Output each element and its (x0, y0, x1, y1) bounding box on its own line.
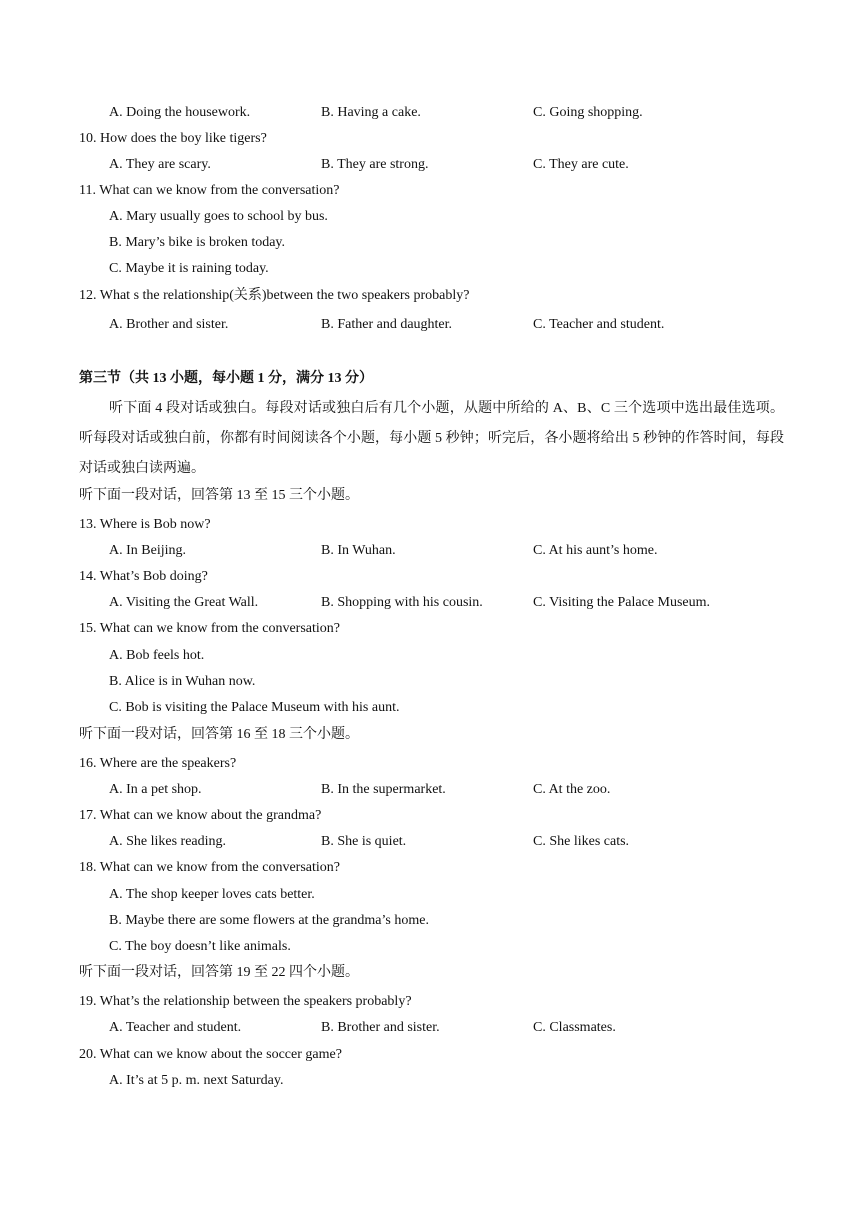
q15-option-b: B. Alice is in Wuhan now. (109, 674, 256, 689)
q14-option-a: A. Visiting the Great Wall. (109, 595, 259, 610)
section-instructions: 听下面 4 段对话或独白。每段对话或独白后有几个小题，从题中所给的 A、B、C 三个选项中选出最佳选项。听每段对话或独白前，你都有时间阅读各个小题，每小题 5 秒钟；听完后，各小题将给出 5 秒钟的作答时间，每段对话或独白读两遍。 (79, 401, 784, 476)
question-13: 13. Where is Bob now? (79, 517, 211, 532)
q11-option-a: A. Mary usually goes to school by bus. (109, 209, 328, 224)
q13-option-b: B. In Wuhan. (321, 543, 396, 558)
q18-option-b: B. Maybe there are some flowers at the grandma’s home. (109, 913, 429, 928)
q11-option-b: B. Mary’s bike is broken today. (109, 235, 286, 250)
question-11: 11. What can we know from the conversation? (79, 183, 340, 198)
q15-option-c: C. Bob is visiting the Palace Museum with his aunt. (109, 700, 400, 715)
dialog-intro-2: 听下面一段对话，回答第 16 至 18 三个小题。 (79, 727, 359, 742)
q19-option-b: B. Brother and sister. (321, 1020, 440, 1035)
question-10: 10. How does the boy like tigers? (79, 131, 267, 146)
q14-option-b: B. Shopping with his cousin. (321, 595, 483, 610)
q10-option-b: B. They are strong. (321, 157, 429, 172)
question-20: 20. What can we know about the soccer game? (79, 1047, 342, 1062)
q19-option-c: C. Classmates. (533, 1020, 616, 1035)
q16-option-c: C. At the zoo. (533, 782, 611, 797)
q16-option-b: B. In the supermarket. (321, 782, 446, 797)
dialog-intro-3: 听下面一段对话，回答第 19 至 22 四个小题。 (79, 965, 359, 980)
question-14: 14. What’s Bob doing? (79, 569, 208, 584)
q17-option-a: A. She likes reading. (109, 834, 227, 849)
question-12: 12. What s the relationship(关系)between the two speakers probably? (79, 288, 470, 303)
q18-option-c: C. The boy doesn’t like animals. (109, 939, 291, 954)
question-19: 19. What’s the relationship between the speakers probably? (79, 994, 412, 1009)
q15-option-a: A. Bob feels hot. (109, 648, 205, 663)
q11-option-c: C. Maybe it is raining today. (109, 261, 269, 276)
q10-option-c: C. They are cute. (533, 157, 629, 172)
q9-option-c: C. Going shopping. (533, 105, 643, 120)
q18-option-a: A. The shop keeper loves cats better. (109, 887, 315, 902)
q9-option-b: B. Having a cake. (321, 105, 421, 120)
q13-option-c: C. At his aunt’s home. (533, 543, 658, 558)
question-15: 15. What can we know from the conversation? (79, 621, 340, 636)
q9-option-a: A. Doing the housework. (109, 105, 251, 120)
q14-option-c: C. Visiting the Palace Museum. (533, 595, 710, 610)
q12-option-a: A. Brother and sister. (109, 317, 229, 332)
q19-option-a: A. Teacher and student. (109, 1020, 242, 1035)
q13-option-a: A. In Beijing. (109, 543, 186, 558)
q17-option-b: B. She is quiet. (321, 834, 407, 849)
q12-option-c: C. Teacher and student. (533, 317, 665, 332)
section-heading: 第三节（共 13 小题，每小题 1 分，满分 13 分） (79, 371, 373, 386)
question-17: 17. What can we know about the grandma? (79, 808, 322, 823)
q12-option-b: B. Father and daughter. (321, 317, 453, 332)
question-18: 18. What can we know from the conversation? (79, 860, 340, 875)
q10-option-a: A. They are scary. (109, 157, 211, 172)
q20-option-a: A. It’s at 5 p. m. next Saturday. (109, 1073, 284, 1088)
q17-option-c: C. She likes cats. (533, 834, 630, 849)
q16-option-a: A. In a pet shop. (109, 782, 202, 797)
dialog-intro-1: 听下面一段对话，回答第 13 至 15 三个小题。 (79, 488, 359, 503)
question-16: 16. Where are the speakers? (79, 756, 237, 771)
